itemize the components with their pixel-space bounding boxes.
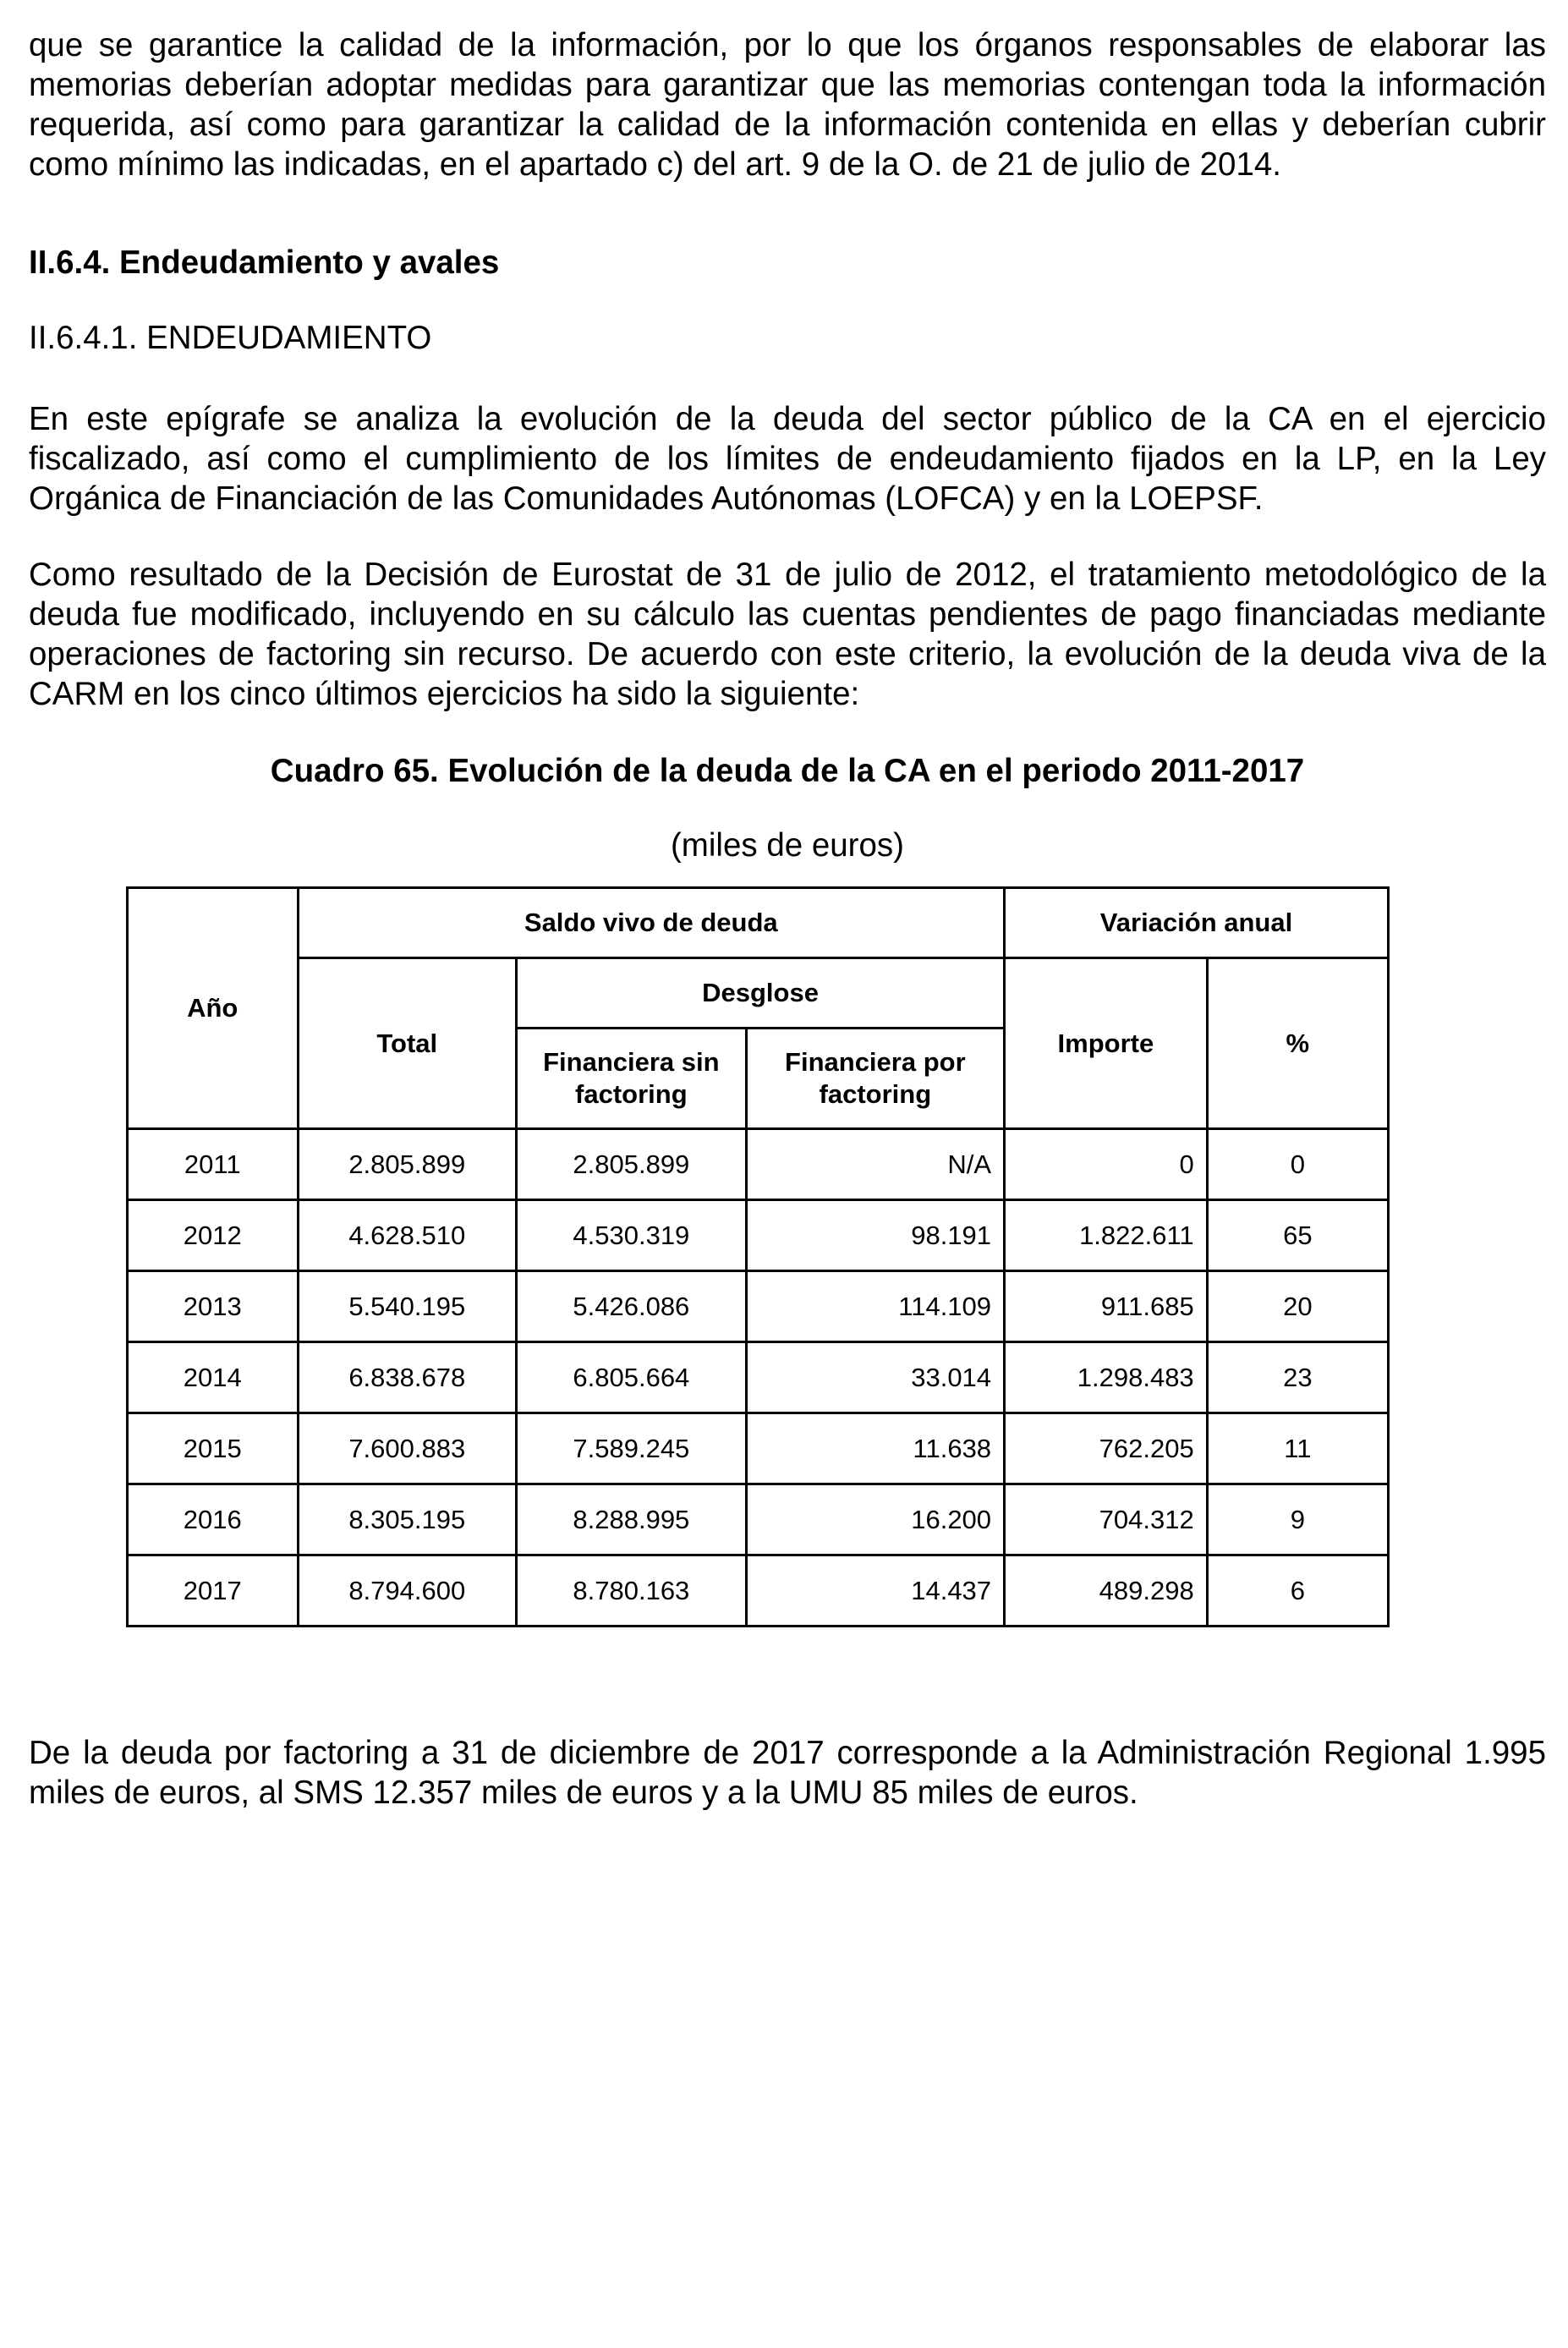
cell-total: 5.540.195 bbox=[298, 1271, 517, 1342]
table-row bbox=[128, 1484, 1389, 1555]
cell-ano: 2015 bbox=[128, 1413, 299, 1484]
debt-evolution-table bbox=[126, 886, 1390, 1627]
cell-financiera-por: N/A bbox=[746, 1129, 1004, 1200]
cell-ano: 2011 bbox=[128, 1129, 299, 1200]
cell-financiera-sin: 8.780.163 bbox=[517, 1555, 747, 1627]
cell-pct: 6 bbox=[1207, 1555, 1388, 1627]
cell-financiera-por: 11.638 bbox=[746, 1413, 1004, 1484]
cell-financiera-sin: 2.805.899 bbox=[517, 1129, 747, 1200]
header-saldo-vivo: Saldo vivo de deuda bbox=[298, 888, 1005, 958]
table-row bbox=[128, 1129, 1389, 1200]
cell-financiera-sin: 7.589.245 bbox=[517, 1413, 747, 1484]
cell-importe: 489.298 bbox=[1005, 1555, 1208, 1627]
cell-importe: 762.205 bbox=[1005, 1413, 1208, 1484]
cell-pct: 65 bbox=[1207, 1200, 1388, 1271]
cell-financiera-por: 114.109 bbox=[746, 1271, 1004, 1342]
cell-ano: 2017 bbox=[128, 1555, 299, 1627]
eurostat-paragraph: Como resultado de la Decisión de Eurostat de 31 de julio de 2012, el tratamiento metodológico de la deuda fue modificado, incluyendo en su cálculo las cuentas pendientes de pago financiadas mediante operaciones de factoring sin recurso. De acuerdo con este criterio, la evolución de la deuda viva de la CARM en los cinco últimos ejercicios ha sido la siguiente: bbox=[29, 557, 1546, 712]
header-importe: Importe bbox=[1005, 958, 1208, 1129]
cell-importe: 704.312 bbox=[1005, 1484, 1208, 1555]
table-row bbox=[128, 1413, 1389, 1484]
header-ano: Año bbox=[128, 888, 299, 1129]
cell-ano: 2014 bbox=[128, 1342, 299, 1413]
cell-total: 8.305.195 bbox=[298, 1484, 517, 1555]
cell-pct: 20 bbox=[1207, 1271, 1388, 1342]
header-financiera-sin: Financiera sin factoring bbox=[517, 1029, 747, 1129]
cell-ano: 2013 bbox=[128, 1271, 299, 1342]
factoring-paragraph: De la deuda por factoring a 31 de diciembre de 2017 corresponde a la Administración Regional 1.995 miles de euros, al SMS 12.357 miles de euros y a la UMU 85 miles de euros. bbox=[29, 1735, 1546, 1811]
table-title: Cuadro 65. Evolución de la deuda de la CA en el periodo 2011-2017 bbox=[270, 753, 1305, 789]
cell-pct: 0 bbox=[1207, 1129, 1388, 1200]
cell-financiera-sin: 5.426.086 bbox=[517, 1271, 747, 1342]
cell-pct: 9 bbox=[1207, 1484, 1388, 1555]
cell-ano: 2012 bbox=[128, 1200, 299, 1271]
table-row bbox=[128, 1342, 1389, 1413]
header-row bbox=[128, 958, 1389, 1029]
cell-importe: 0 bbox=[1005, 1129, 1208, 1200]
cell-importe: 911.685 bbox=[1005, 1271, 1208, 1342]
table-header bbox=[128, 888, 1389, 1129]
subsection-heading: II.6.4.1. ENDEUDAMIENTO bbox=[29, 320, 432, 356]
epigrafe-paragraph: En este epígrafe se analiza la evolución de la deuda del sector público de la CA en el ejercicio fiscalizado, así como el cumplimiento de los límites de endeudamiento fijados en la LP, en la Ley Orgánica de Financiación de las Comunidades Autónomas (LOFCA) y en la LOEPSF. bbox=[29, 401, 1546, 517]
cell-financiera-sin: 4.530.319 bbox=[517, 1200, 747, 1271]
cell-total: 2.805.899 bbox=[298, 1129, 517, 1200]
cell-financiera-sin: 8.288.995 bbox=[517, 1484, 747, 1555]
cell-financiera-sin: 6.805.664 bbox=[517, 1342, 747, 1413]
cell-pct: 11 bbox=[1207, 1413, 1388, 1484]
section-heading: II.6.4. Endeudamiento y avales bbox=[29, 244, 500, 281]
cell-financiera-por: 16.200 bbox=[746, 1484, 1004, 1555]
cell-total: 4.628.510 bbox=[298, 1200, 517, 1271]
intro-paragraph: que se garantice la calidad de la información, por lo que los órganos responsables de elaborar las memorias deberían adoptar medidas para garantizar que las memorias contengan toda la información requerida, así como para garantizar la calidad de la información contenida en ellas y deberían cubrir como mínimo las indicadas, en el apartado c) del art. 9 de la O. de 21 de julio de 2014. bbox=[29, 27, 1546, 183]
cell-total: 6.838.678 bbox=[298, 1342, 517, 1413]
cell-total: 7.600.883 bbox=[298, 1413, 517, 1484]
cell-importe: 1.822.611 bbox=[1005, 1200, 1208, 1271]
cell-financiera-por: 33.014 bbox=[746, 1342, 1004, 1413]
header-pct: % bbox=[1207, 958, 1388, 1129]
cell-importe: 1.298.483 bbox=[1005, 1342, 1208, 1413]
cell-financiera-por: 98.191 bbox=[746, 1200, 1004, 1271]
table-row bbox=[128, 1271, 1389, 1342]
table-body bbox=[128, 1129, 1389, 1627]
header-row bbox=[128, 888, 1389, 958]
header-desglose: Desglose bbox=[517, 958, 1005, 1029]
header-financiera-por: Financiera por factoring bbox=[746, 1029, 1004, 1129]
header-total: Total bbox=[298, 958, 517, 1129]
header-variacion-anual: Variación anual bbox=[1005, 888, 1389, 958]
cell-total: 8.794.600 bbox=[298, 1555, 517, 1627]
table-units: (miles de euros) bbox=[670, 827, 904, 864]
table-row bbox=[128, 1200, 1389, 1271]
cell-financiera-por: 14.437 bbox=[746, 1555, 1004, 1627]
cell-ano: 2016 bbox=[128, 1484, 299, 1555]
cell-pct: 23 bbox=[1207, 1342, 1388, 1413]
table-row bbox=[128, 1555, 1389, 1627]
